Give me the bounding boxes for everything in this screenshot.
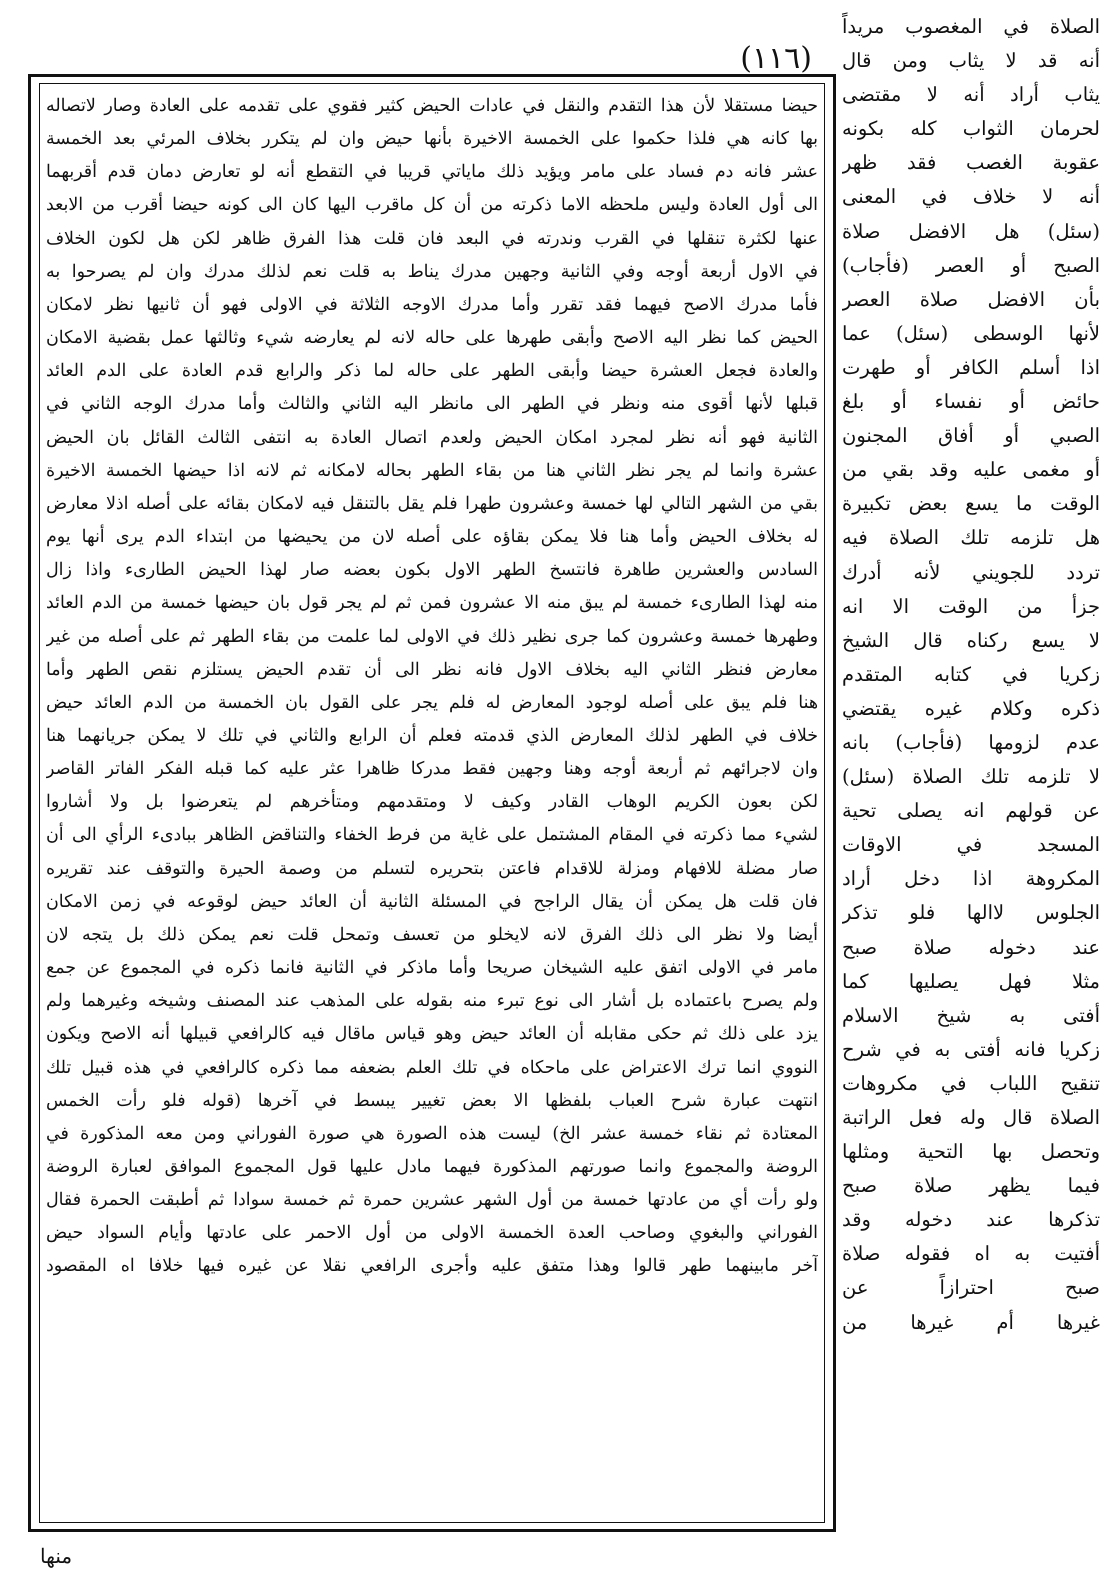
main-text-line: آخر مابينهما طهر قالوا وهذا متفق عليه وأجرى الرافعي نقلا عن غيره فيها خلافا اه المقصود	[46, 1256, 818, 1277]
main-text-line: عشر فانه دم فساد على مامر ويؤيد ذلك ماياتي قريبا في التقطع أنه لو تعارض دمان قدم أقربهما	[46, 162, 818, 183]
main-text-line: بقي من الشهر التالي لها خمسة وعشرون طهرا فلم يقل بالتنقل فيه لامكان بقائه على أصله اذلا معارض	[46, 493, 818, 514]
margin-text-line: (سئل) هل الافضل صلاة	[842, 219, 1100, 243]
main-text-line: ولو رأت أي من عادتها خمسة من أول الشهر عشرين حمرة ثم خمسة سوادا ثم أطبقت الحمرة فقال	[46, 1190, 818, 1211]
main-text-line: ولم يصرح باعتماده بل أشار الى نوع تبرء منه بقوله على المذهب عند المصنف وشيخه وغيرهما ولم	[46, 991, 818, 1012]
margin-text-line: المسجد في الاوقات	[842, 833, 1100, 857]
margin-text-line: عدم لزومها (فأجاب) بانه	[842, 730, 1100, 754]
page-number: (١١٦)	[740, 41, 812, 76]
margin-text-line: هل تلزمه تلك الصلاة فيه	[842, 526, 1100, 550]
margin-text-line: الصبي أو أفاق المجنون	[842, 424, 1100, 448]
margin-text-line: تذكرها عند دخوله وقد	[842, 1208, 1100, 1232]
margin-text-line: غيرها أم غيرها من	[842, 1310, 1100, 1334]
main-text-line: فان قلت هل يمكن أن يقال الراجح في المسئلة الثانية أن العائد حيض لوقوعه في زمن الامكان	[46, 891, 818, 912]
margin-text-line: أنه لا خلاف في المعنى	[842, 185, 1100, 209]
main-text-line: له بخلاف الحيض وأما هنا فلا يمكن بقاؤه على أصله لان من يحيضها من ابتداء الدم يرى أنها يوم	[46, 527, 818, 548]
main-text-line: بها كانه هي فلذا حكموا على الخمسة الاخيرة بأنها حيض وان لم يتكرر بخلاف المرئي بعد الخمسة	[46, 129, 818, 150]
main-text-line: يزد على ذلك ثم حكى مقابله أن العائد حيض وهو قياس ماقال فيه كالرافعي قبيلها أنه الاصح ويكون	[46, 1024, 818, 1045]
margin-text-line: فيما يظهر صلاة صبح	[842, 1174, 1100, 1198]
main-text-line: الروضة والمجموع وانما صورتهم المذكورة فيهما مادل عليها قول المجموع الموافق لعبارة الروضة	[46, 1157, 818, 1177]
main-text-line: لكن بعون الكريم الوهاب القادر وكيف لا ومتقدمهم ومتأخرهم لم يتعرضوا بل ولا أشاروا	[46, 792, 818, 813]
margin-text-line: جزأ من الوقت الا انه	[842, 594, 1100, 618]
margin-text-line: عن قولهم انه يصلى تحية	[842, 799, 1100, 823]
margin-text-line: عقوبة الغصب فقد ظهر	[842, 151, 1100, 175]
main-text-line: فأما مدرك الاصح فيهما فقد تقرر وأما مدرك الاوجه الثلاثة في الاولى فهو أن ثانيها نظر لامكان	[46, 294, 818, 315]
main-text-line: الفوراني والبغوي وصاحب العدة الخمسة الاولى من أول الاحمر على عادتها وأيام السواد حيض	[46, 1223, 818, 1244]
main-text-line: وطهرها خمسة وعشرون كما جرى نظير ذلك في الاولى لما علمت من بقاء الطهر ثم على أصله من غير	[46, 626, 818, 647]
main-text-line: الحيض كما نظر اليه الاصح وأبقى طهرها على حاله لانه لم يعارضه شيء وثالثها عمل بقضية الامكان	[46, 328, 818, 349]
main-text-line: قبلها لأنها أقوى منه ونظر في الطهر الى مانظر اليه الثاني والثالث وأما مدرك الوجه الثاني في	[46, 394, 818, 415]
main-text-line: في الاول أربعة أوجه وفي الثانية وجهين مدرك يناط به قلت نعم لذلك مدرك وان لم يصرحوا به	[46, 261, 818, 282]
margin-text-line: لا يسع ركناه قال الشيخ	[842, 628, 1100, 652]
margin-text-line: أو مغمى عليه وقد بقي من	[842, 458, 1100, 482]
main-text-line: خلاف في الطهر لذلك المعارض الذي قدمته فعلم أن الرابع والثاني في تلك لا يمكن جريانهما هنا	[46, 725, 818, 746]
margin-text-line: الوقت ما يسع بعض تكبيرة	[842, 492, 1100, 516]
main-text-line: الثانية فهو أنه نظر لمجرد امكان الحيض ولعدم اتصال العادة به انتفى الثالث القائل بان الحيض	[46, 427, 818, 448]
margin-text-line: أفتيت به اه فقوله صلاة	[842, 1242, 1100, 1266]
main-text-line: انتهت عبارة شرح العباب بلفظها الا بعض تغيير يبسط في آخرها (قوله فلو رأت الخمس	[46, 1090, 818, 1111]
main-text-line: والعادة فجعل العشرة حيضا وأبقى الطهر على حاله لما ذكر والرابع قدم العادة على الدم العائد	[46, 361, 818, 382]
margin-text-line: تنقيح اللباب في مكروهات	[842, 1071, 1100, 1095]
margin-text-line: ذكره وكلام غيره يقتضي	[842, 696, 1100, 720]
main-text-line: السادس والعشرين طاهرة فانتسخ الطهر الاول بكون بعضه صار لهذا الحيض الطارىء واذا زال	[46, 560, 818, 581]
main-text-line: وان لاجرائهم ثم أربعة أوجه وهنا وجهين فقط مدركا ظاهرا عثر عليه كما قبله الفكر الفاتر القاصر	[46, 759, 818, 780]
margin-text-line: زكريا فانه أفتى به في شرح	[842, 1037, 1100, 1061]
margin-text-line: الصلاة قال وله فعل الراتبة	[842, 1106, 1100, 1129]
main-text-line: لشيء مما ذكرته في المقام المشتمل على غاية من فرط الخفاء والتناقض الظاهر ببادىء الرأي الى أن	[46, 825, 818, 846]
margin-text-line: لأنها الوسطى (سئل) عما	[842, 321, 1100, 345]
margin-text-line: مثلا فهل يصليها كما	[842, 969, 1100, 993]
main-text-line: هنا فلم يبق على أصله لوجود المعارض له فلم يجر على القول بان الخمسة من الدم العائد حيض	[46, 692, 818, 713]
margin-text-line: اذا أسلم الكافر أو طهرت	[842, 355, 1100, 379]
margin-text-line: الصبح أو العصر (فأجاب)	[842, 253, 1100, 277]
main-text-line: حيضا مستقلا لأن هذا التقدم والنقل في عادات الحيض كثير فقوي على تقدمه على العادة وصار لاتصاله	[46, 96, 818, 116]
margin-text-line: بأن الافضل صلاة العصر	[842, 287, 1100, 311]
main-text-line: معارض فنظر الثاني اليه بخلاف الاول فانه نظر الى أن تقدم الحيض يستلزم نقص الطهر وأما	[46, 659, 818, 680]
main-text-line: أيضا ولا نظر الى ذلك الفرق لانه لايخلو من تعسف وتمحل قلت نعم يمكن ذلك بل يتجه لان	[46, 924, 818, 945]
margin-text-line: يثاب أراد أنه لا مقتضى	[842, 83, 1100, 107]
margin-text-line: الجلوس لاالها فلو تذكر	[842, 901, 1100, 925]
margin-text-line: لا تلزمه تلك الصلاة (سئل)	[842, 765, 1100, 789]
margin-text-line: تردد للجويني لأنه أدرك	[842, 560, 1100, 584]
main-text-line: الى أول العادة وليس ملحظه الاما ذكرته من أن كل ماقرب اليها كان الى كونه حيضا أقرب من الابعد	[46, 195, 818, 216]
margin-text-line: حائض أو نفساء أو بلغ	[842, 390, 1100, 414]
main-text-line: المعتادة ثم نقاء خمسة عشر الخ) ليست هذه الصورة هي صورة الفوراني ومن معه المذكورة في	[46, 1123, 818, 1144]
catchword: منها	[40, 1544, 73, 1568]
margin-text-line: زكريا في كتابه المتقدم	[842, 662, 1100, 686]
margin-text-line: وتحصل بها التحية ومثلها	[842, 1140, 1100, 1164]
margin-commentary-column	[842, 10, 1100, 1580]
margin-text-line: الصلاة في المغصوب مريداً	[842, 15, 1100, 38]
margin-text-line: صبح احترازاً عن	[842, 1276, 1100, 1300]
main-text-line: مامر في الاولى اتفق عليه الشيخان صريحا وأما ماذكر في الثانية فانما ذكره في المجموع عن جمع	[46, 958, 818, 979]
main-text-line: عنها لكثرة تنقلها في القرب وندرته في البعد فان قلت هذا الفرق ظاهر لكن هل لكون الخلاف	[46, 228, 818, 249]
margin-text-line: أفتى به شيخ الاسلام	[842, 1003, 1100, 1027]
main-text-line: النووي انما ترك الاعتراض على ماحكاه في تلك العلم بضعفه مما ذكره كالرافعي في هذه قبيل تلك	[46, 1057, 818, 1078]
main-text-column	[46, 90, 818, 1518]
margin-text-line: أنه قد لا يثاب ومن قال	[842, 49, 1100, 73]
margin-text-line: عند دخوله صلاة صبح	[842, 935, 1100, 959]
main-text-line: صار مضلة للافهام ومزلة للاقدام فاعتن بتحريره لتسلم من وصمة الحيرة والتوقف عند تقريره	[46, 858, 818, 879]
margin-text-line: المكروهة اذا دخل أراد	[842, 867, 1100, 891]
margin-text-line: لحرمان الثواب كله بكونه	[842, 117, 1100, 141]
main-text-line: عشرة وانما لم يجر نظر الثاني هنا من بقاء الطهر بحاله لامكانه ثم لانه اذا حيضها الخمسة الاخيرة	[46, 460, 818, 481]
main-text-line: منه لهذا الطارىء خمسة لم يبق منه الا عشرون فمن ثم لم يجر قول بان حيضها خمسة من الدم العائد	[46, 593, 818, 614]
